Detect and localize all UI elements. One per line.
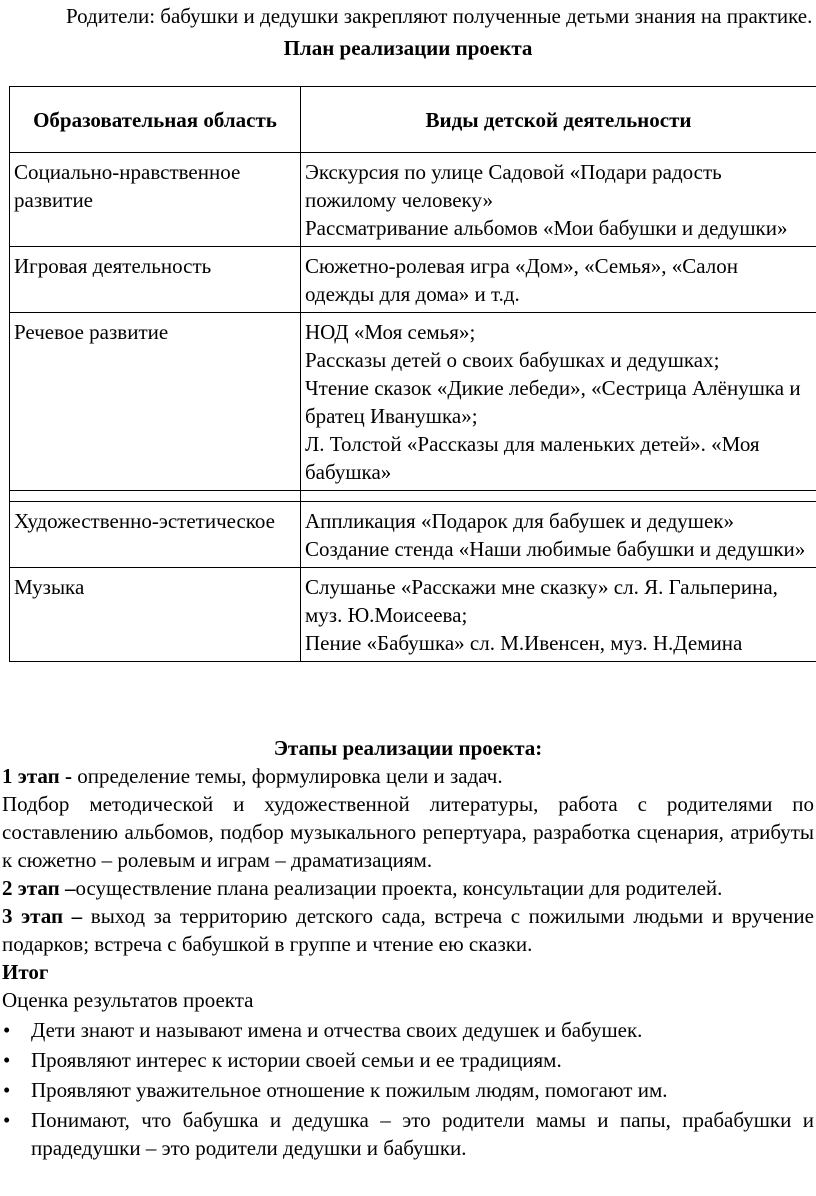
plan-table xyxy=(9,86,816,662)
result-text: Проявляют интерес к истории своей семьи и ее традициям. xyxy=(31,1048,562,1072)
activities-cell xyxy=(301,568,816,662)
activity-line: Л. Толстой «Рассказы для маленьких детей». «Моя бабушка» xyxy=(305,432,760,484)
empty-cell xyxy=(10,491,301,502)
results-list xyxy=(0,1016,816,1162)
header-area: Образовательная область xyxy=(10,87,301,153)
result-text: Проявляют уважительное отношение к пожилым людям, помогают им. xyxy=(31,1078,668,1102)
activities-cell xyxy=(301,247,816,313)
table-row xyxy=(10,247,816,313)
area-cell: Речевое развитие xyxy=(10,313,301,491)
stage-label: 3 этап – xyxy=(2,904,83,928)
bullet-icon: • xyxy=(3,1048,11,1072)
activity-line: Рассматривание альбомов «Мои бабушки и дедушки» xyxy=(305,216,788,240)
table-row xyxy=(10,313,816,491)
activities-cell xyxy=(301,502,816,568)
bullet-icon: • xyxy=(3,1018,11,1042)
stage-text: Подбор методической и художественной литературы, работа с родителями по составлению альбомов, подбор музыкального репертуара, разработка сценария, атрибуты к сюжетно – ролевым и играм – драматизациям. xyxy=(2,792,814,872)
intro-paragraph: Родители: бабушки и дедушки закрепляют полученные детьми знания на практике. xyxy=(66,4,813,28)
stage-1 xyxy=(0,762,816,790)
empty-table-row xyxy=(10,491,816,502)
table-header-row xyxy=(10,87,816,153)
activity-line: Слушанье «Расскажи мне сказку» сл. Я. Гальперина, муз. Ю.Моисеева; xyxy=(305,575,778,627)
table-row xyxy=(10,502,816,568)
area-cell: Музыка xyxy=(10,568,301,662)
stages-section xyxy=(0,734,816,1162)
stage-text: осуществление плана реализации проекта, консультации для родителей. xyxy=(75,876,723,900)
stage-text: определение темы, формулировка цели и задач. xyxy=(71,764,503,788)
list-item xyxy=(0,1106,816,1162)
stage-text: выход за территорию детского сада, встреча с пожилыми людьми и вручение подарков; встреча с бабушкой в группе и чтение ею сказки. xyxy=(2,904,814,956)
stage-2 xyxy=(0,874,816,902)
table-row xyxy=(10,568,816,662)
area-cell: Социально-нравственное развитие xyxy=(10,153,301,247)
activities-cell xyxy=(301,313,816,491)
activity-line: Сюжетно-ролевая игра «Дом», «Семья», «Салон одежды для дома» и т.д. xyxy=(305,254,739,306)
activity-line: НОД «Моя семья»; xyxy=(305,320,476,344)
table-row xyxy=(10,153,816,247)
stage-label: 2 этап – xyxy=(2,876,76,900)
list-item xyxy=(0,1046,816,1074)
activity-line: Создание стенда «Наши любимые бабушки и дедушки» xyxy=(305,537,806,561)
activity-line: Чтение сказок «Дикие лебеди», «Сестрица Алёнушка и братец Иванушка»; xyxy=(305,376,801,428)
activity-line: Пение «Бабушка» сл. М.Ивенсен, муз. Н.Демина xyxy=(305,631,743,655)
result-title: Итог xyxy=(2,960,49,984)
list-item xyxy=(0,1076,816,1104)
bullet-icon: • xyxy=(3,1078,11,1102)
result-text: Дети знают и называют имена и отчества своих дедушек и бабушек. xyxy=(31,1018,643,1042)
result-text: Понимают, что бабушка и дедушка – это родители мамы и папы, прабабушки и прадедушки – это родители дедушки и бабушки. xyxy=(31,1108,814,1160)
bullet-icon: • xyxy=(3,1108,11,1132)
activities-cell xyxy=(301,153,816,247)
plan-title: План реализации проекта xyxy=(283,36,533,60)
stages-title: Этапы реализации проекта: xyxy=(273,736,543,760)
stage-3 xyxy=(0,902,816,958)
empty-cell xyxy=(301,491,816,502)
area-cell: Художественно-эстетическое xyxy=(10,502,301,568)
area-cell: Игровая деятельность xyxy=(10,247,301,313)
stage-1-details xyxy=(0,790,816,874)
activity-line: Экскурсия по улице Садовой «Подари радость пожилому человеку» xyxy=(305,160,722,212)
stage-label: 1 этап - xyxy=(2,764,72,788)
result-subtitle: Оценка результатов проекта xyxy=(2,988,254,1012)
header-activities: Виды детской деятельности xyxy=(301,87,816,153)
activity-line: Рассказы детей о своих бабушках и дедушках; xyxy=(305,348,720,372)
list-item xyxy=(0,1016,816,1044)
document-page xyxy=(0,0,816,62)
activity-line: Аппликация «Подарок для бабушек и дедушек» xyxy=(305,509,734,533)
